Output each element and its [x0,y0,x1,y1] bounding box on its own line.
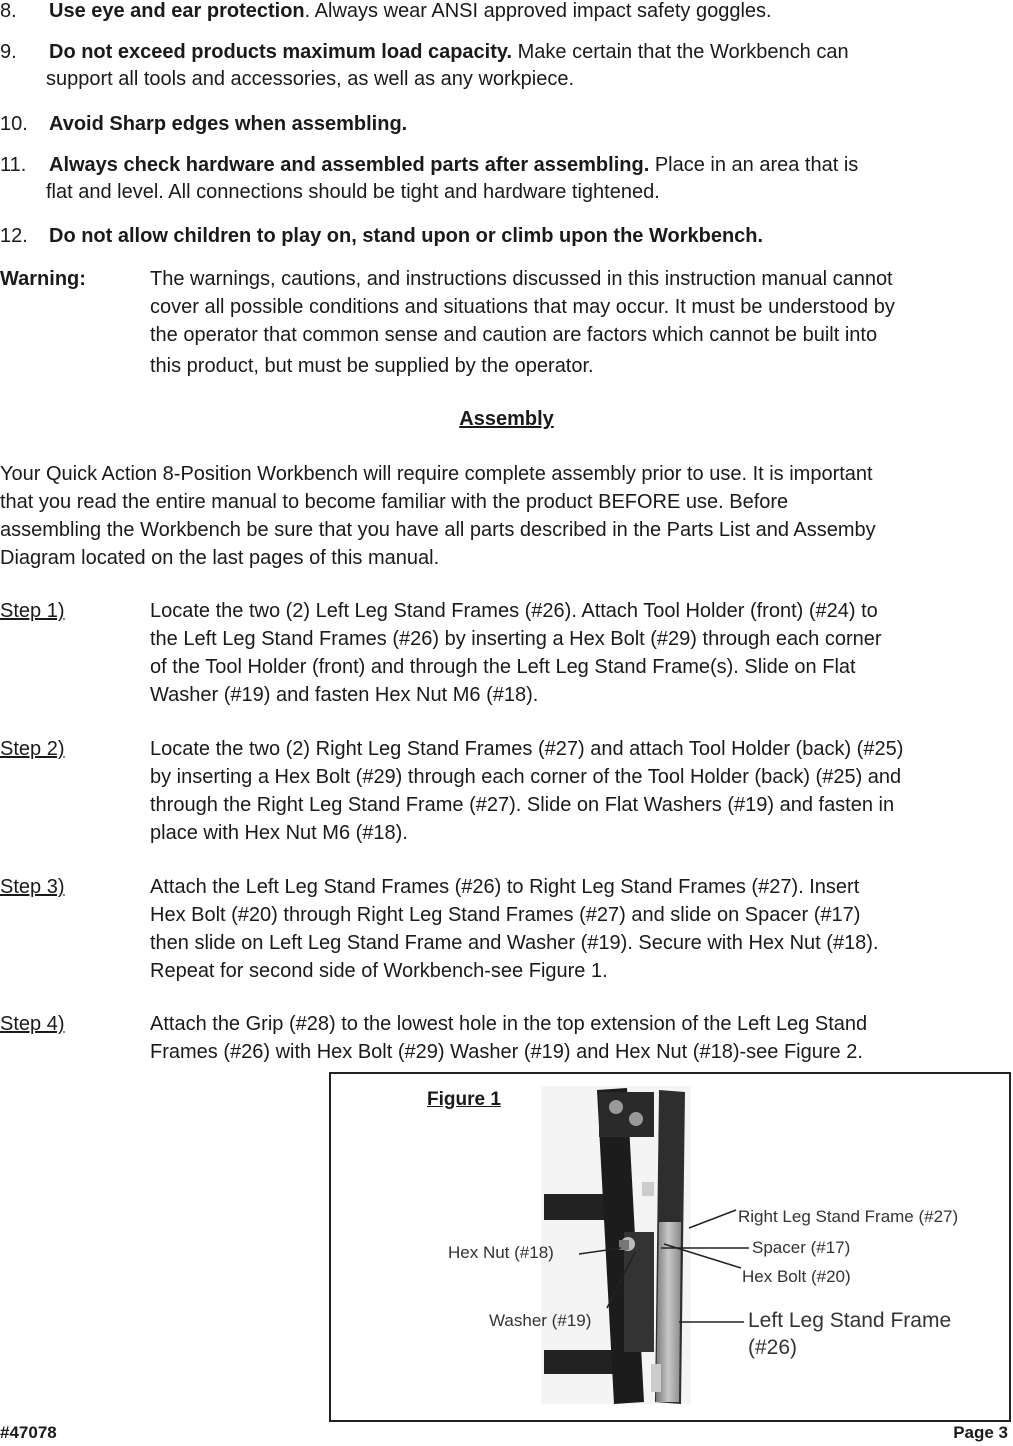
safety-item-8: Use eye and ear protection. Always wear ANSI approved impact safety goggles. [49,0,772,22]
lower-nut-icon [651,1364,661,1392]
label-hex-nut: Hex Nut (#18) [448,1243,554,1262]
safety-item-9: Do not exceed products maximum load capacity. Make certain that the Workbench can [49,41,849,63]
bolt-head-icon [629,1112,643,1126]
label-spacer: Spacer (#17) [752,1238,851,1257]
safety-item-10: Avoid Sharp edges when assembling. [49,113,408,135]
label-right-leg-frame: Right Leg Stand Frame (#27) [738,1207,959,1226]
upper-nut-icon [642,1182,654,1196]
safety-item-12: Do not allow children to play on, stand upon or climb upon the Workbench. [49,225,764,247]
step-3-text: Attach the Left Leg Stand Frames (#26) to Right Leg Stand Frames (#27). Insert Hex Bolt (#20) through Right Leg Stand Frames (#27) and slide on Spacer (#17) then slide on Left Leg Stand Frame and Washer (#19). Secure with Hex Nut (#18). Repeat for second side of Workbench-see Figure 1. [150,876,879,982]
label-washer: Washer (#19) [489,1311,592,1330]
warning-label: Warning: [0,268,86,290]
bolt-head-icon [609,1100,623,1114]
step-1-text: Locate the two (2) Left Leg Stand Frames (#26). Attach Tool Holder (front) (#24) to the Left Leg Stand Frames (#26) by inserting a Hex Bolt (#29) through each corner of the Tool Holder (front) and through the Left Leg Stand Frame(s). Slide on Flat Washer (#19) and fasten Hex Nut M6 (#18). [150,600,882,706]
item-number: 9. [0,41,17,63]
item-number: 11. [0,154,27,176]
item-number: 10. [0,113,28,135]
safety-item-11: Always check hardware and assembled parts after assembling. Place in an area that is [49,154,859,176]
safety-item-9-cont: support all tools and accessories, as well as any workpiece. [46,68,575,90]
assembly-intro: Your Quick Action 8-Position Workbench will require complete assembly prior to use. It is important that you read the entire manual to become familiar with the product BEFORE use. Before assembling the Workbench be sure that you have all parts described in the Parts List and Assemby Diagram located on the last pages of this manual. [0,463,876,569]
step-label: Step 3) [0,876,65,898]
page-number: Page 3 [953,1423,1008,1442]
step-label: Step 1) [0,600,65,622]
workbench-photo [329,1072,1011,1422]
label-hex-bolt: Hex Bolt (#20) [742,1267,851,1286]
section-heading-assembly: Assembly [459,408,554,430]
step-4-text: Attach the Grip (#28) to the lowest hole in the top extension of the Left Leg Stand Frames (#26) with Hex Bolt (#29) Washer (#19) and Hex Nut (#18)-see Figure 2. [150,1013,868,1063]
safety-item-11-cont: flat and level. All connections should be tight and hardware tightened. [46,181,660,203]
leader-right-frame [689,1210,736,1228]
warning-text: The warnings, cautions, and instructions discussed in this instruction manual cannot cover all possible conditions and situations that may occur. It must be understood by the operator that common sense and caution are factors which cannot be built into this product, but must be supplied by the operator. [150,268,895,377]
step-label: Step 4) [0,1013,65,1035]
item-number: 8. [0,0,17,22]
figure-title: Figure 1 [427,1089,501,1110]
step-label: Step 2) [0,738,65,760]
item-number: 12. [0,225,28,247]
step-2-text: Locate the two (2) Right Leg Stand Frames (#27) and attach Tool Holder (back) (#25) by inserting a Hex Bolt (#29) through each corner of the Tool Holder (back) (#25) and through the Right Leg Stand Frame (#27). Slide on Flat Washers (#19) and fasten in place with Hex Nut M6 (#18). [150,738,904,844]
model-number: #47078 [0,1423,57,1442]
top-bracket [599,1092,654,1137]
label-left-leg-frame: Left Leg Stand Frame (#26) [748,1309,952,1359]
